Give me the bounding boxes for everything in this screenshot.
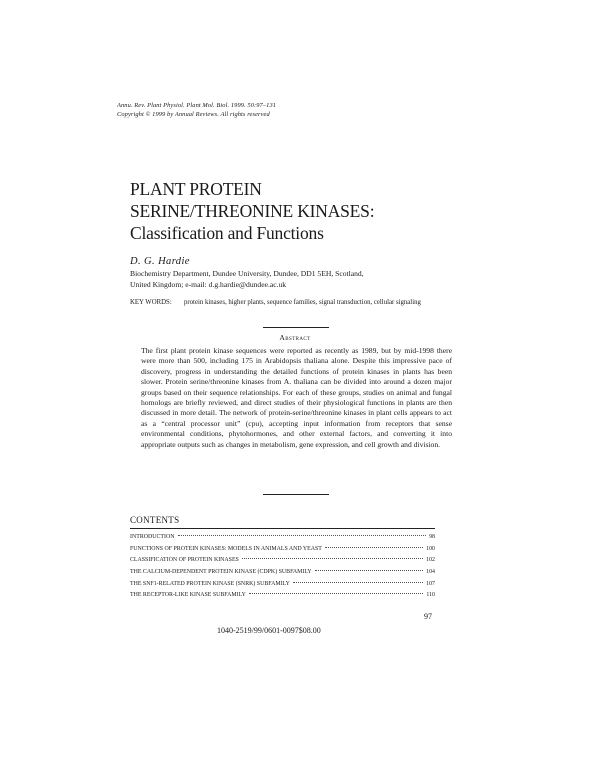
- toc-entry-label: INTRODUCTION: [130, 534, 175, 540]
- toc-entry[interactable]: [130, 567, 435, 579]
- price-code: 1040-2519/99/0601-0097$08.00: [217, 626, 321, 635]
- toc-entry-label: CLASSIFICATION OF PROTEIN KINASES: [130, 557, 239, 564]
- keywords-label: KEY WORDS:: [130, 299, 172, 306]
- toc-entry-label: THE SNF1-RELATED PROTEIN KINASE (SNRK) SUBFAMILY: [130, 580, 290, 587]
- author-affiliation: [130, 268, 430, 290]
- author-name: D. G. Hardie: [130, 256, 190, 267]
- journal-header: [117, 102, 276, 119]
- toc-entry[interactable]: [130, 590, 435, 602]
- toc-leader-dots: [293, 582, 423, 583]
- contents-heading: CONTENTS: [130, 515, 180, 525]
- toc-entry-label: FUNCTIONS OF PROTEIN KINASES: MODELS IN ANIMALS AND YEAST: [130, 545, 322, 552]
- article-title: [130, 178, 374, 244]
- toc-leader-dots: [178, 535, 427, 536]
- keywords-text: protein kinases, higher plants, sequence families, signal transduction, cellular signaling: [184, 299, 421, 306]
- toc-entry[interactable]: [130, 579, 435, 591]
- affiliation-line-1: Biochemistry Department, Dundee University, Dundee, DD1 5EH, Scotland,: [130, 269, 364, 278]
- toc-entry-page: 100: [426, 545, 435, 552]
- contents-rule: [130, 528, 435, 529]
- title-line-2: SERINE/THREONINE KINASES:: [130, 201, 375, 221]
- toc-leader-dots: [315, 570, 424, 571]
- abstract-text: The first plant protein kinase sequences were reported as recently as 1989, but by mid-1998 there were more than 500, including 175 in Arabidopsis thaliana alone. Despite this impressive pace of discovery, progress in understanding the detailed functions of protein kinases in plants has been slower. Protein serine/threonine kinases from A. thaliana can be divided into around a dozen major groups based on their sequence relationships. For each of these groups, studies on animal and fungal homologs are briefly reviewed, and direct studies of their physiological functions in plants are then discussed in more detail. The network of protein-serine/threonine kinases in plant cells appears to act as a “central processor unit” (cpu), accepting input information from receptors that sense environmental conditions, phytohormones, and other external factors, and converting it into appropriate outputs such as changes in metabolism, gene expression, and cell growth and division.: [141, 346, 452, 449]
- toc-entry-page: 107: [426, 580, 435, 587]
- toc-entry[interactable]: [130, 532, 435, 544]
- toc-entry-page: 98: [429, 534, 435, 540]
- page-number: 97: [424, 612, 432, 621]
- toc-leader-dots: [242, 558, 423, 559]
- title-line-1: PLANT PROTEIN: [130, 179, 262, 199]
- toc-entry-label: THE RECEPTOR-LIKE KINASE SUBFAMILY: [130, 592, 246, 599]
- abstract-heading: Abstract: [279, 333, 311, 342]
- toc-entry-page: 110: [426, 592, 435, 599]
- title-line-3: Classification and Functions: [130, 223, 324, 243]
- toc-leader-dots: [325, 547, 423, 548]
- copyright-line: Copyright © 1999 by Annual Reviews. All rights reserved: [117, 110, 270, 118]
- toc-entry[interactable]: [130, 544, 435, 556]
- toc-entry-label: THE CALCIUM-DEPENDENT PROTEIN KINASE (CDPK) SUBFAMILY: [130, 569, 312, 576]
- toc-entry-page: 104: [426, 569, 435, 576]
- toc-leader-dots: [249, 593, 424, 594]
- toc-entry[interactable]: [130, 555, 435, 567]
- affiliation-line-2: United Kingdom; e-mail: d.g.hardie@dundee.ac.uk: [130, 280, 287, 289]
- journal-citation: Annu. Rev. Plant Physiol. Plant Mol. Biol. 1999. 50:97–131: [117, 102, 277, 109]
- abstract-bottom-rule: [263, 494, 329, 495]
- abstract-top-rule: [263, 327, 329, 328]
- table-of-contents: [130, 532, 435, 602]
- toc-entry-page: 102: [426, 557, 435, 564]
